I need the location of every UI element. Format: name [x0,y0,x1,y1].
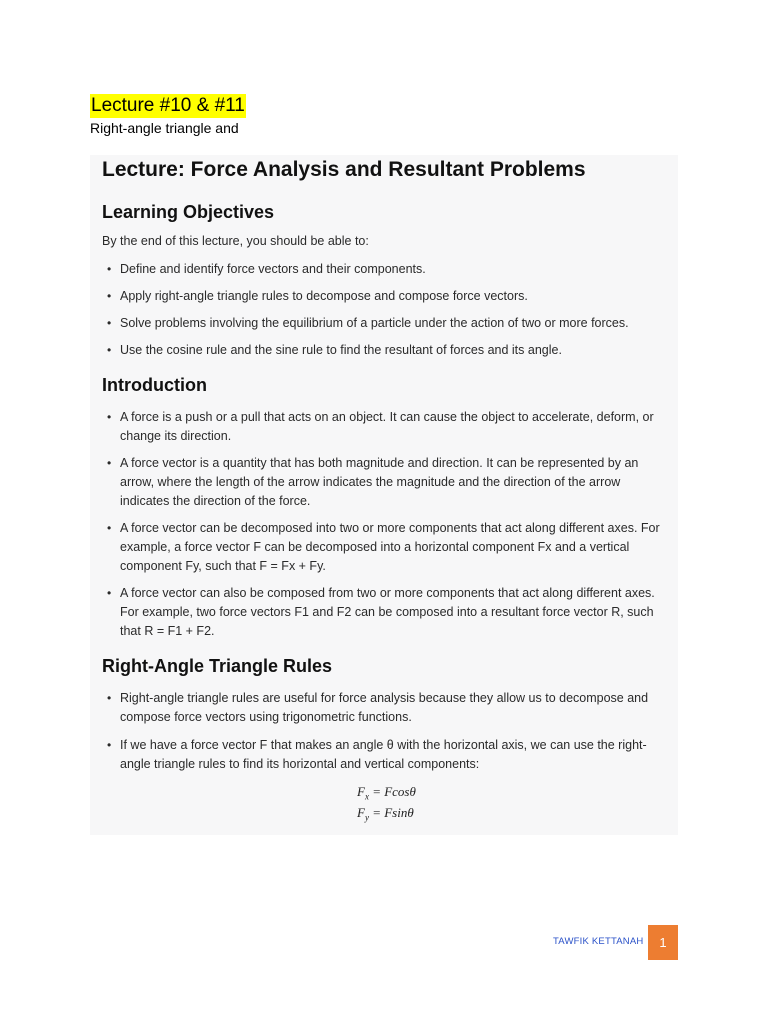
page-number-badge [648,925,678,960]
list-item-text: A force vector can be decomposed into two or more components that act along different axes. For example, a force vector F can be decomposed into a horizontal component Fx and a vertical component Fy, such that F = Fx + Fy. [120,521,660,573]
formula-lhs: F [357,784,365,799]
list-item-text: If we have a force vector F that makes an angle θ with the horizontal axis, we can use the right-angle triangle rules to find its horizontal and vertical components: [120,738,647,771]
list-item-text: Use the cosine rule and the sine rule to find the resultant of forces and its angle. [120,343,562,357]
bullet-dot-icon: • [107,691,112,705]
formula-rhs: = Fsinθ [368,805,414,820]
bullet-dot-icon: • [107,343,112,357]
formula-subscript: x [364,791,369,802]
formula-lhs: F [357,805,365,820]
bullet-dot-icon: • [107,410,112,424]
formula-subscript: y [364,812,369,823]
list-item-text: Solve problems involving the equilibrium of a particle under the action of two or more forces. [120,316,629,330]
list-item [107,314,672,333]
bullet-dot-icon: • [107,456,112,470]
list-item [107,454,672,511]
page-number: 1 [659,935,667,950]
bullet-dot-icon: • [107,738,112,752]
objectives-intro: By the end of this lecture, you should be able to: [102,234,369,248]
list-item-text: A force vector can also be composed from two or more components that act along different axes. For example, two force vectors F1 and F2 can be composed into a resultant force vector R, such that R = F1 + F2. [120,586,655,638]
rules-heading: Right-Angle Triangle Rules [102,656,333,676]
list-item [107,736,672,774]
list-item [107,519,672,576]
list-item [107,341,672,360]
list-item-text: Apply right-angle triangle rules to decompose and compose force vectors. [120,289,528,303]
page-title: Lecture: Force Analysis and Resultant Problems [102,158,586,181]
footer-author: TAWFIK KETTANAH [553,936,644,947]
list-item [107,689,672,727]
lecture-subtitle: Right-angle triangle and [90,120,239,136]
bullet-dot-icon: • [107,521,112,535]
list-item-text: Right-angle triangle rules are useful for force analysis because they allow us to decompose and compose force vectors using trigonometric functions. [120,691,649,724]
list-item-text: Define and identify force vectors and their components. [120,262,426,276]
list-item-text: A force vector is a quantity that has both magnitude and direction. It can be represented by an arrow, where the length of the arrow indicates the magnitude and the direction of the arrow indicates the direction of the force. [120,456,639,508]
list-item [107,408,672,446]
list-item-text: A force is a push or a pull that acts on an object. It can cause the object to accelerate, deform, or change its direction. [120,410,654,443]
introduction-heading: Introduction [102,375,207,395]
lecture-label: Lecture #10 & #11 [91,95,245,116]
list-item [107,287,672,306]
formula-fx [357,784,416,802]
bullet-dot-icon: • [107,316,112,330]
formula-rhs: = Fcosθ [368,784,416,799]
bullet-dot-icon: • [107,289,112,303]
objectives-heading: Learning Objectives [102,202,275,222]
list-item [107,584,672,641]
formula-fy [357,805,414,823]
list-item [107,260,672,279]
bullet-dot-icon: • [107,262,112,276]
bullet-dot-icon: • [107,586,112,600]
